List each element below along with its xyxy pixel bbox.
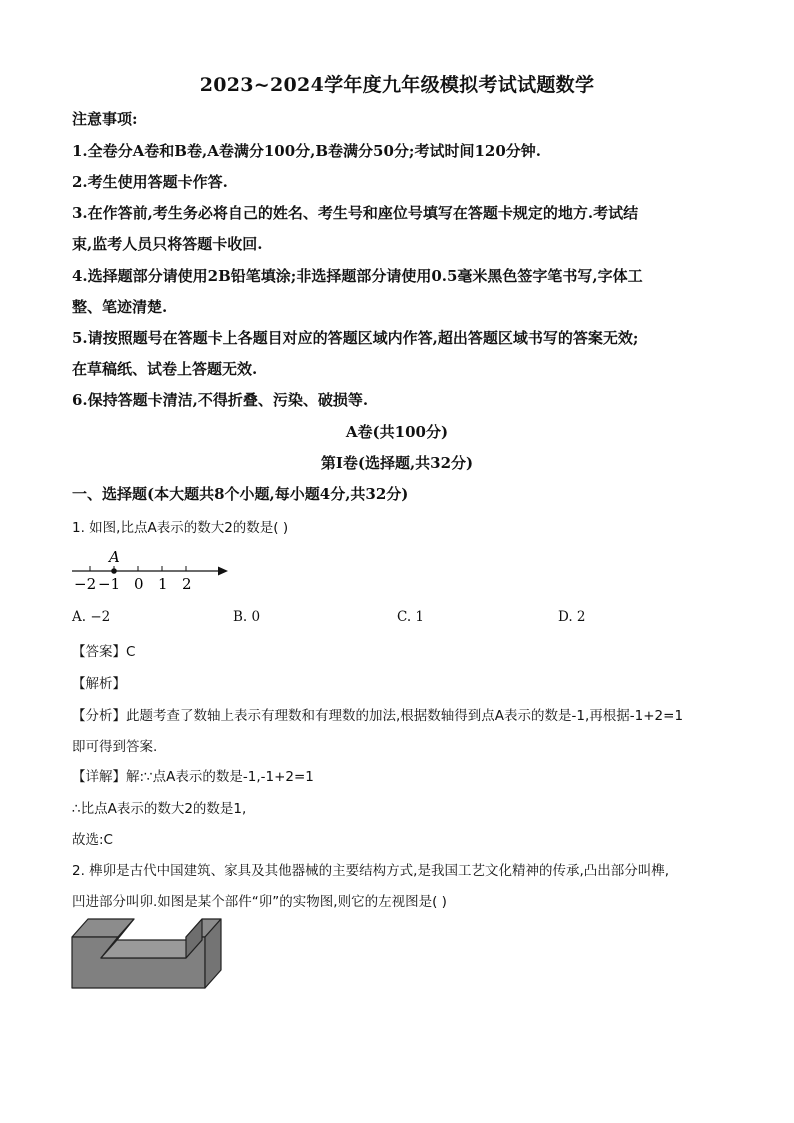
section-1-heading: 一、选择题(本大题共8个小题,每小题4分,共32分) (72, 485, 409, 503)
answer-label: 【答案】C (72, 644, 136, 660)
notch-slant-face (101, 919, 134, 958)
option-b: B. 0 (233, 609, 261, 625)
front-face (72, 937, 205, 988)
notice-item: 3.在作答前,考生务必将自己的姓名、考生号和座位号填写在答题卡规定的地方.考试结 (72, 204, 639, 222)
notice-heading: 注意事项: (72, 110, 138, 128)
notice-item: 5.请按照题号在答题卡上各题目对应的答题区域内作答,超出答题区域书写的答案无效; (72, 329, 639, 347)
option-d: D. 2 (558, 609, 586, 625)
tick-label: 0 (134, 575, 144, 593)
tick-label: −2 (74, 575, 97, 593)
right-side-face (205, 919, 221, 988)
tick-label: −1 (98, 575, 121, 593)
tick-label: 1 (158, 575, 168, 593)
notice-item: 整、笔迹清楚. (72, 298, 168, 316)
notice-item: 在草稿纸、试卷上答题无效. (72, 360, 258, 378)
notice-item: 4.选择题部分请使用2B铅笔填涂;非选择题部分请使用0.5毫米黑色签字笔书写,字体工 (72, 267, 643, 285)
analysis-text: 即可得到答案. (72, 739, 158, 755)
page-title: 2023~2024学年度九年级模拟考试试题数学 (199, 74, 595, 96)
notch-bottom-face (101, 940, 202, 958)
left-top-face (72, 919, 134, 937)
detail-text: 【详解】解:∵点A表示的数是-1,-1+2=1 (72, 769, 314, 785)
tick-label: 2 (182, 575, 192, 593)
number-line-arrow (218, 567, 228, 576)
detail-text: ∴比点A表示的数大2的数是1, (72, 801, 247, 817)
notice-item: 6.保持答题卡清洁,不得折叠、污染、破损等. (72, 391, 369, 409)
point-a-dot (111, 568, 117, 574)
point-a-label: A (109, 548, 120, 566)
option-a: A. −2 (72, 609, 111, 625)
option-c: C. 1 (397, 609, 425, 625)
analysis-text: 【分析】此题考查了数轴上表示有理数和有理数的加法,根据数轴得到点A表示的数是-1,再根据-1+2=1 (72, 708, 684, 724)
question-2-stem: 凹进部分叫卯.如图是某个部件“卯”的实物图,则它的左视图是( ) (72, 894, 447, 910)
part-1-heading: 第Ⅰ卷(选择题,共32分) (320, 454, 474, 472)
right-top-face (186, 919, 221, 937)
notice-item: 1.全卷分A卷和B卷,A卷满分100分,B卷满分50分;考试时间120分钟. (72, 142, 541, 160)
question-1-stem: 1. 如图,比点A表示的数大2的数是( ) (72, 520, 289, 536)
question-2-stem: 2. 榫卯是古代中国建筑、家具及其他器械的主要结构方式,是我国工艺文化精神的传承,凸出部分叫榫, (72, 863, 670, 879)
notch-right-wall (186, 919, 202, 958)
notice-item: 束,监考人员只将答题卡收回. (72, 235, 263, 253)
analysis-label: 【解析】 (72, 676, 126, 692)
section-a-heading: A卷(共100分) (345, 423, 449, 441)
notice-item: 2.考生使用答题卡作答. (72, 173, 228, 191)
detail-text: 故选:C (72, 832, 113, 848)
